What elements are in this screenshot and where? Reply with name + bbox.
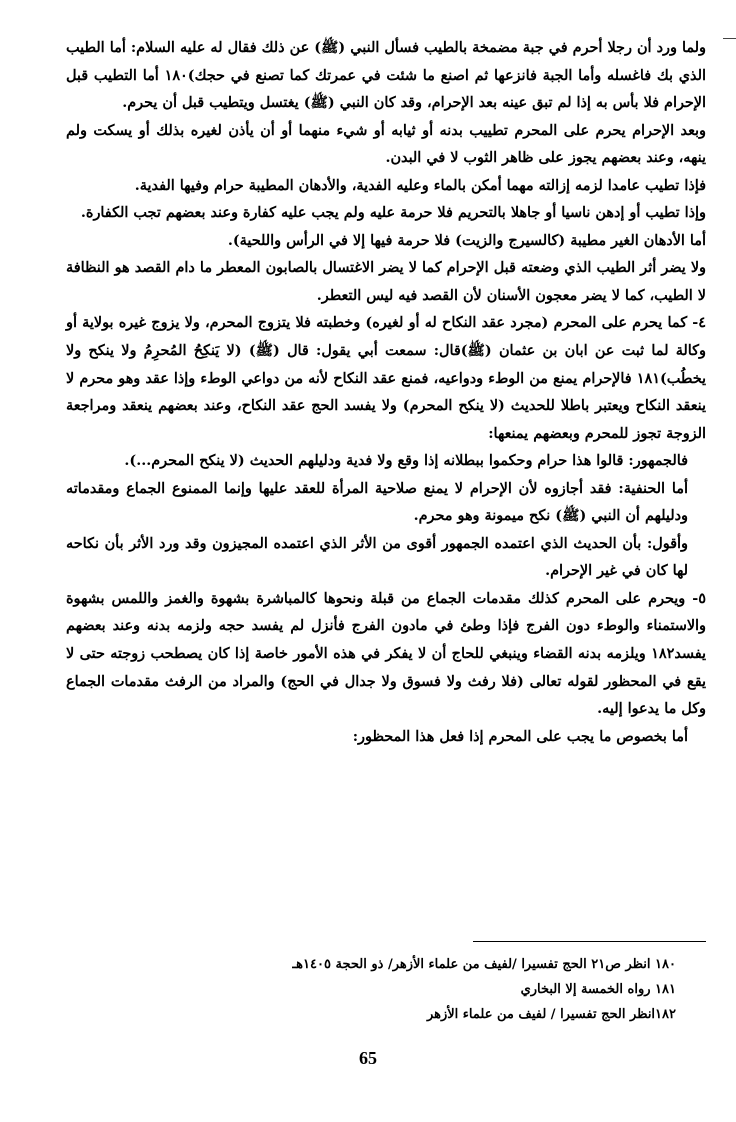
margin-mark <box>723 38 736 39</box>
footnote: ١٨٠ انظر ص٢١ الحج تفسيرا /لفيف من علماء الأزهر/ ذو الحجة ١٤٠٥هـ <box>292 957 676 972</box>
paragraph: وبعد الإحرام يحرم على المحرم تطييب بدنه أو ثيابه أو شيء منهما أو أن يأذن لغيره بذلك أو يسكت ولم ينهه، وعند بعضهم يجوز على ظاهر الثوب لا في البدن. <box>66 121 706 167</box>
footnote-divider <box>473 941 706 942</box>
paragraph: فإذا تطيب عامدا لزمه إزالته مهما أمكن بالماء وعليه الفدية، والأدهان المطيبة حرام وفيها الفدية. <box>134 176 706 194</box>
footnote: ١٨٢انظر الحج تفسيرا / لفيف من علماء الأزهر <box>426 1007 676 1022</box>
paragraph: ٥- ويحرم على المحرم كذلك مقدمات الجماع من قبلة ونحوها كالمباشرة بشهوة والغمز واللمس بشهوة والاستمناء والوطء دون الفرج فإذا وطئ في مادون الفرج فأنزل لم يفسد حجه ولزمه بدنه وعند بعضهم يفسد١٨٢ ويلزمه بدنه القضاء وينبغي للحاج أن لا يفكر في هذه الأمور خاصة إذا كان يصطحب زوجته حتى لا يقع في المحظور لقوله تعالى (فلا رفث ولا فسوق ولا جدال في الحج) والمراد من الرفث مقدمات الجماع وكل ما يدعوا إليه. <box>66 589 706 718</box>
paragraph: أما بخصوص ما يجب على المحرم إذا فعل هذا المحظور: <box>352 727 688 745</box>
paragraph: وأقول: بأن الحديث الذي اعتمده الجمهور أقوى من الأثر الذي اعتمده المجيزون وقد ورد الأثر بأن نكاحه لها كان في غير الإحرام. <box>66 534 688 580</box>
paragraph: فالجمهور: قالوا هذا حرام وحكموا ببطلانه إذا وقع ولا فدية ودليلهم الحديث (لا ينكح المحرم...). <box>124 452 688 470</box>
footnotes <box>66 952 706 1027</box>
paragraph: ٤- كما يحرم على المحرم (مجرد عقد النكاح له أو لغيره) وخطبته فلا يتزوج المحرم، ولا يزوج غيره بولاية أو وكالة لما ثبت عن ابان بن عثمان (ﷺ)قال: سمعت أبي يقول: قال (ﷺ) (لا يَنكِحُ المُحرِمُ ولا ينكح ولا يخطُب)١٨١ فالإحرام يمنع من الوطء ودواعيه، فمنع عقد النكاح لأنه من دواعي الوطء وإذا عقد وهو محرم لا ينعقد النكاح ويعتبر باطلا للحديث (لا ينكح المحرم) ولا يفسد الحج عقد النكاح، وعند بعضهم ينعقد ومراجعة الزوجة تجوز للمحرم وبعضهم يمنعها: <box>66 314 706 442</box>
paragraph: ولما ورد أن رجلا أحرم في جبة مضمخة بالطيب فسأل النبي (ﷺ) عن ذلك فقال له عليه السلام: أما الطيب الذي بك فاغسله وأما الجبة فانزعها ثم اصنع ما شئت في عمرتك كما تصنع في حجك)١٨٠ أما التطيب قبل الإحرام فلا بأس به إذا لم تبق عينه بعد الإحرام، وقد كان النبي (ﷺ) يغتسل ويتطيب قبل أن يحرم. <box>66 39 706 112</box>
footnote: ١٨١ رواه الخمسة إلا البخاري <box>520 982 676 997</box>
paragraph: ولا يضر أثر الطيب الذي وضعته قبل الإحرام كما لا يضر الاغتسال بالصابون المعطر ما دام القصد هو النظافة لا الطيب، كما لا يضر معجون الأسنان لأن القصد فيه ليس التعطر. <box>66 259 706 304</box>
page-number: 65 <box>359 1048 377 1068</box>
main-text <box>66 34 706 750</box>
paragraph: أما الأدهان الغير مطيبة (كالسيرج والزيت) فلا حرمة فيها إلا في الرأس واللحية). <box>227 231 706 249</box>
paragraph: أما الحنفية: فقد أجازوه لأن الإحرام لا يمنع صلاحية المرأة للعقد عليها وإنما الممنوع الجماع ومقدماته ودليلهم أن النبي (ﷺ) نكح ميمونة وهو محرم. <box>66 479 688 525</box>
paragraph: وإذا تطيب أو إدهن ناسيا أو جاهلا بالتحريم فلا حرمة عليه ولم يجب عليه كفارة وعند بعضهم تجب الكفارة. <box>80 204 706 222</box>
